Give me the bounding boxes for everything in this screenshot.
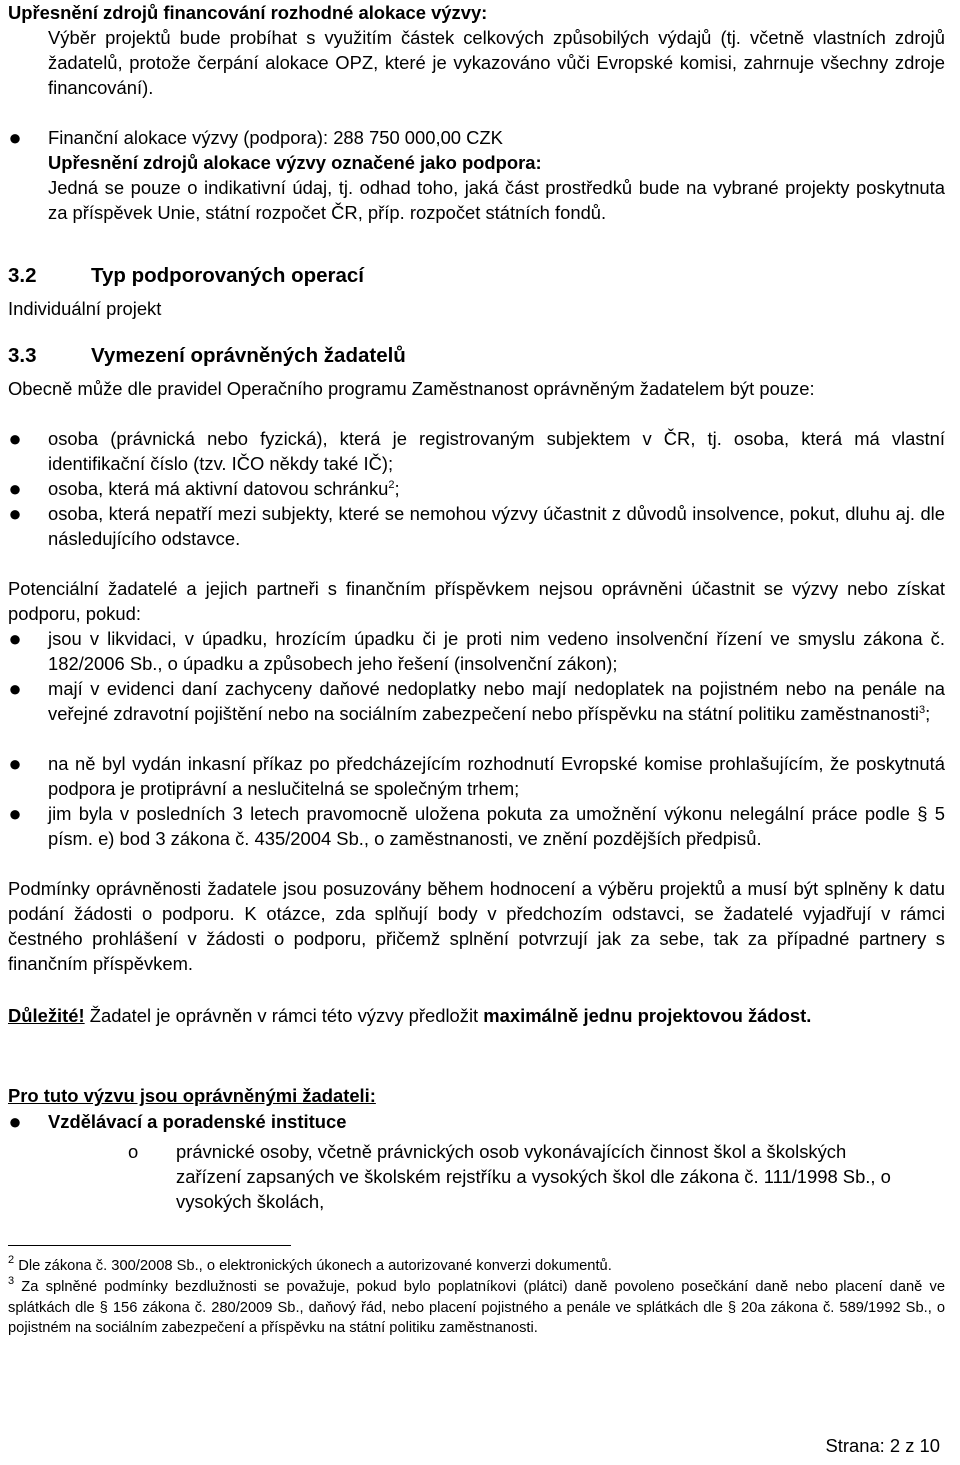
bullet-icon: ● <box>8 476 22 501</box>
allocation-subheading: Upřesnění zdrojů alokace výzvy označené jako podpora: <box>48 152 542 173</box>
bullet-icon: ● <box>8 801 22 826</box>
footnote-ref: 2 <box>388 479 395 491</box>
exclusion-intro: Potenciální žadatelé a jejich partneři s finančním příspěvkem nejsou oprávněni účastnit se výzvy nebo získat podporu, pokud: <box>8 578 945 624</box>
footnote-separator <box>8 1245 291 1246</box>
list-item: osoba (právnická nebo fyzická), která je registrovaným subjektem v ČR, tj. osoba, která má vlastní identifikační číslo (tzv. IČO někdy také IČ); <box>48 428 945 474</box>
section-3-3-intro: Obecně může dle pravidel Operačního programu Zaměstnanost oprávněným žadatelem být pouze: <box>8 378 815 399</box>
page-number: Strana: 2 z 10 <box>825 1435 940 1456</box>
footnote: $^3$ Za splněné podmínky bezdlužnosti se považuje, pokud bylo poplatníkovi (plátci) daně povoleno posečkání daně nebo placení daně ve splátkách dle § 156 zákona č. 280/2009 Sb., daňový řád, nebo placení pojistného a penále ve splátkách dle § 20a zákona č. 589/1992 Sb., o pojistném na sociálním zabezpečení a příspěvku na státní politiku zaměstnanosti. <box>8 1275 945 1336</box>
list-item: jim byla v posledních 3 letech pravomocně uložena pokuta za umožnění výkonu nelegální práce podle § 5 písm. e) bod 3 zákona č. 435/2004 Sb., o zaměstnanosti, ve znění pozdějších předpisů. <box>48 803 945 849</box>
section-title: Typ podporovaných operací <box>91 264 364 287</box>
allocation-line: Finanční alokace výzvy (podpora): 288 750 000,00 CZK <box>48 127 503 148</box>
important-label: Důležité! <box>8 1005 85 1026</box>
section-title: Vymezení oprávněných žadatelů <box>91 344 406 367</box>
footnote: $^2$ Dle zákona č. 300/2008 Sb., o elektronických úkonech a autorizované konverzi dokumentů. <box>8 1254 612 1274</box>
section-number: 3.3 <box>8 344 37 367</box>
bullet-icon: ● <box>8 426 22 451</box>
eligible-category: Vzdělávací a poradenské instituce <box>48 1111 347 1132</box>
bullet-icon: ● <box>8 626 22 651</box>
intro-heading: Upřesnění zdrojů financování rozhodné alokace výzvy: <box>8 2 488 23</box>
section-3-3-heading <box>8 343 406 368</box>
conditions-text: Podmínky oprávněnosti žadatele jsou posuzovány během hodnocení a výběru projektů a musí být splněny k datu podání žádosti o podporu. K otázce, zda splňují body v předchozím odstavci, se žadatelé vyjadřují v rámci čestného prohlášení v žádosti o podporu, přičemž splnění potvrzují jak za sebe, tak za případné partnery s finančním příspěvkem. <box>8 878 945 974</box>
bullet-icon: ● <box>8 125 22 150</box>
section-number: 3.2 <box>8 264 37 287</box>
bullet-icon: ● <box>8 1109 22 1134</box>
eligible-sub-item: právnické osoby, včetně právnických osob vykonávajících činnost škol a školských zařízení zapsaných ve školském rejstříku a vysokých škol dle zákona č. 111/1998 Sb., o vysokých školách, <box>176 1141 891 1212</box>
bullet-icon: ● <box>8 676 22 701</box>
list-item: osoba, která nepatří mezi subjekty, které se nemohou výzvy účastnit z důvodů insolvence, pokut, dluhu aj. dle následujícího odstavce. <box>48 503 945 549</box>
list-item: jsou v likvidaci, v úpadku, hrozícím úpadku či je proti nim vedeno insolvenční řízení ve smyslu zákona č. 182/2006 Sb., o úpadku a způsobech jeho řešení (insolvenční zákon); <box>48 628 945 674</box>
section-3-2-heading <box>8 263 364 288</box>
list-item: na ně byl vydán inkasní příkaz po předcházejícím rozhodnutí Evropské komise prohlašujícím, že poskytnutá podpora je protiprávní a neslučitelná se společným trhem; <box>48 753 945 799</box>
list-item: mají v evidenci daní zachyceny daňové nedoplatky nebo mají nedoplatek na pojistném nebo na penále na veřejné zdravotní pojištění nebo na sociálním zabezpečení nebo příspěvku na státní politiku zaměstnanosti$^3$; <box>48 678 945 724</box>
list-item: osoba, která má aktivní datovou schránku$^2$; <box>48 478 400 499</box>
bullet-icon: ● <box>8 751 22 776</box>
circle-bullet-icon: o <box>128 1141 139 1162</box>
bullet-icon: ● <box>8 501 22 526</box>
allocation-text: Jedná se pouze o indikativní údaj, tj. odhad toho, jaká část prostředků bude na vybrané projekty poskytnuta za příspěvek Unie, státní rozpočet ČR, příp. rozpočet státních fondů. <box>48 177 945 223</box>
footnote-ref: 3 <box>919 704 926 716</box>
section-3-2-text: Individuální projekt <box>8 298 162 319</box>
intro-text: Výběr projektů bude probíhat s využitím částek celkových způsobilých výdajů (tj. včetně vlastních zdrojů žadatelů, protože čerpání alokace OPZ, které je vykazováno vůči Evropské komisi, zahrnuje všechny zdroje financování). <box>48 27 945 98</box>
important-note: Důležité! Žadatel je oprávněn v rámci této výzvy předložit maximálně jednu projektovou žádost. <box>8 1005 812 1026</box>
eligible-heading: Pro tuto výzvu jsou oprávněnými žadateli: <box>8 1085 376 1106</box>
